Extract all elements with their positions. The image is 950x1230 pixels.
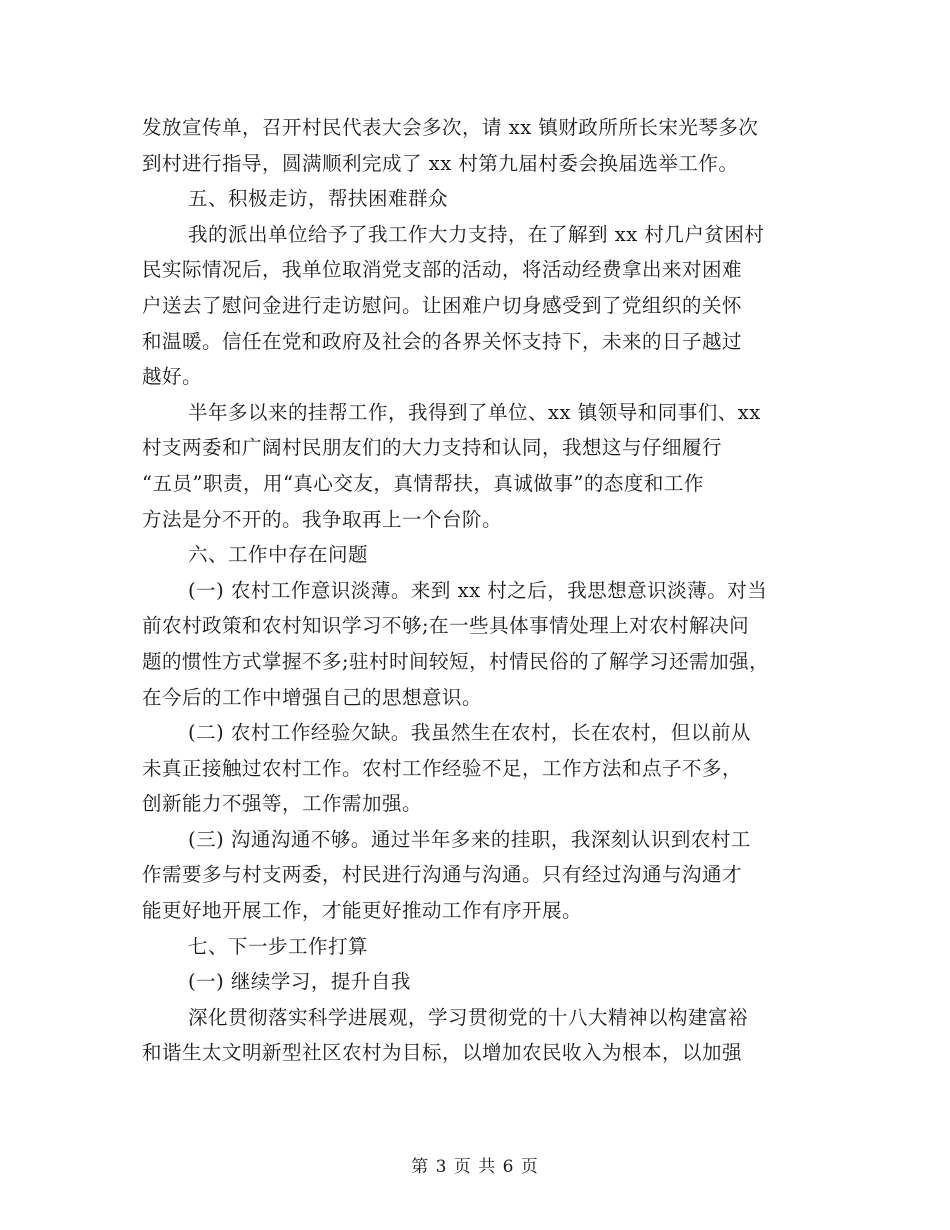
text-line: (一) 继续学习，提升自我 bbox=[188, 970, 411, 994]
text-line: 七、下一步工作打算 bbox=[188, 934, 369, 958]
text-line: (二) 农村工作经验欠缺。我虽然生在农村，长在农村，但以前从 bbox=[188, 721, 751, 745]
text-line: 半年多以来的挂帮工作，我得到了单位、xx 镇领导和同事们、xx bbox=[188, 400, 761, 424]
text-line: 方法是分不开的。我争取再上一个台阶。 bbox=[142, 507, 503, 531]
text-line: 我的派出单位给予了我工作大力支持，在了解到 xx 村几户贫困村 bbox=[188, 222, 765, 246]
text-line: 越好。 bbox=[142, 365, 203, 389]
text-line: 六、工作中存在问题 bbox=[188, 543, 369, 567]
text-line: 前农村政策和农村知识学习不够;在一些具体事情处理上对农村解决问 bbox=[142, 614, 750, 638]
body-text bbox=[142, 110, 810, 1071]
text-line: 发放宣传单，召开村民代表大会多次，请 xx 镇财政所所长宋光琴多次 bbox=[142, 116, 759, 139]
text-line: 未真正接触过农村工作。农村工作经验不足，工作方法和点子不多， bbox=[142, 756, 743, 780]
text-line: 五、积极走访，帮扶困难群众 bbox=[188, 187, 449, 211]
text-line: 题的惯性方式掌握不多;驻村时间较短，村情民俗的了解学习还需加强， bbox=[142, 649, 770, 673]
text-line: 创新能力不强等，工作需加强。 bbox=[142, 792, 423, 816]
text-line: 深化贯彻落实科学进展观，学习贯彻党的十八大精神以构建富裕 bbox=[188, 1005, 749, 1029]
text-line: 民实际情况后，我单位取消党支部的活动，将活动经费拿出来对困难 bbox=[142, 258, 743, 282]
document-body bbox=[142, 110, 810, 1071]
text-line: 在今后的工作中增强自己的思想意识。 bbox=[142, 685, 483, 709]
text-line: 村支两委和广阔村民朋友们的大力支持和认同，我想这与仔细履行 bbox=[142, 436, 723, 460]
text-line: 和温暖。信任在党和政府及社会的各界关怀支持下，未来的日子越过 bbox=[142, 329, 743, 353]
text-line: (一) 农村工作意识淡薄。来到 xx 村之后，我思想意识淡薄。对当 bbox=[188, 578, 768, 602]
text-line: 作需要多与村支两委，村民进行沟通与沟通。只有经过沟通与沟通才 bbox=[142, 863, 743, 887]
text-line: “五员”职责，用“真心交友，真情帮扶，真诚做事”的态度和工作 bbox=[142, 471, 704, 495]
text-line: (三) 沟通沟通不够。通过半年多来的挂职，我深刻认识到农村工 bbox=[188, 827, 751, 851]
text-line: 户送去了慰问金进行走访慰问。让困难户切身感受到了党组织的关怀 bbox=[142, 293, 743, 317]
text-line: 能更好地开展工作，才能更好推动工作有序开展。 bbox=[142, 899, 583, 923]
page-number-footer: 第 3 页 共 6 页 bbox=[411, 1157, 539, 1177]
text-line: 和谐生太文明新型社区农村为目标，以增加农民收入为根本，以加强 bbox=[142, 1041, 743, 1065]
text-line: 到村进行指导，圆满顺利完成了 xx 村第九届村委会换届选举工作。 bbox=[142, 151, 739, 175]
